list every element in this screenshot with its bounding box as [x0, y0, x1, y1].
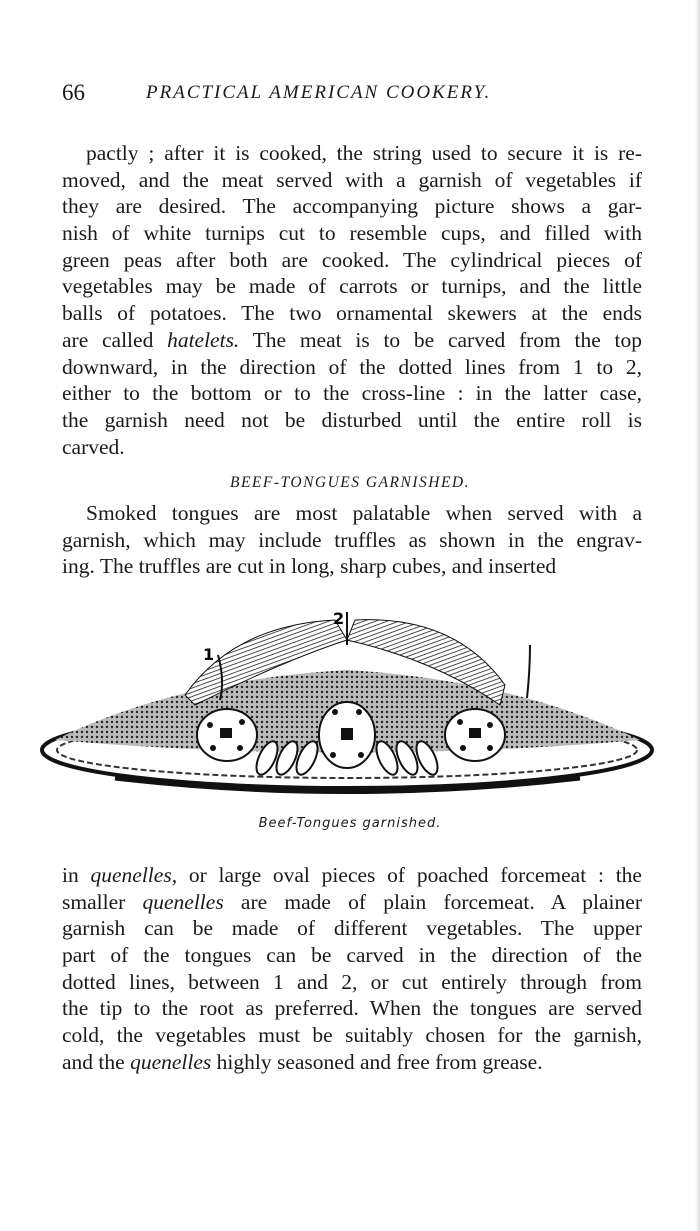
text-line	[62, 327, 642, 354]
text-run: ing. The truffles are cut in long, sharp cubes, and inserted	[62, 554, 557, 579]
text-run: and the	[62, 1049, 131, 1074]
text-line	[62, 193, 642, 220]
text-line	[62, 1049, 642, 1076]
text-run: or large oval pieces of poached forcemeat : the	[177, 863, 642, 887]
beef-tongues-illustration	[35, 600, 660, 805]
text-run: the tip to the root as preferred. When the tongues are served	[62, 996, 642, 1021]
text-line	[62, 273, 642, 300]
text-line	[62, 527, 642, 554]
text-run: in	[62, 863, 91, 887]
italic-term: hatelets.	[167, 327, 240, 352]
text-run: part of the tongues can be carved in the direction of the	[62, 943, 642, 968]
text-run: dotted lines, between 1 and 2, or cut entirely through from	[62, 969, 642, 994]
italic-term: quenelles,	[90, 863, 178, 887]
text-run: balls of potatoes. The two ornamental skewers at the ends	[62, 301, 642, 326]
text-run: downward, in the direction of the dotted lines from 1 to 2,	[62, 354, 642, 379]
text-run: highly seasoned and free from grease.	[211, 1049, 543, 1074]
paragraph-1	[62, 140, 642, 460]
text-line	[62, 434, 642, 461]
text-line	[62, 167, 642, 194]
text-run: garnish can be made of different vegetables. The upper	[62, 916, 642, 941]
paragraph-2	[62, 500, 642, 580]
label-1-right: 1	[535, 650, 536, 651]
text-line	[62, 942, 642, 969]
italic-term: quenelles	[142, 889, 224, 914]
text-line	[62, 247, 642, 274]
text-run: moved, and the meat served with a garnish of vegetables if	[62, 167, 642, 192]
text-line	[62, 354, 642, 381]
text-line	[62, 407, 642, 434]
label-2: 2	[333, 609, 345, 628]
text-run: are made of plain forcemeat. A plainer	[223, 889, 642, 914]
page-edge	[695, 0, 700, 1231]
italic-term: quenelles	[130, 1049, 212, 1074]
text-line	[62, 300, 642, 327]
section-heading: BEEF-TONGUES GARNISHED.	[230, 474, 470, 491]
text-line	[62, 862, 642, 889]
text-line	[62, 1022, 642, 1049]
text-line	[62, 140, 642, 167]
text-line	[62, 380, 642, 407]
text-line	[62, 915, 642, 942]
running-title: PRACTICAL AMERICAN COOKERY.	[146, 82, 492, 103]
text-run: green peas after both are cooked. The cylindrical pieces of	[62, 247, 642, 272]
text-run: garnish, which may include truffles as shown in the engrav-	[62, 527, 642, 552]
paragraph-3	[62, 862, 642, 1076]
text-run: pactly ; after it is cooked, the string used to secure it is re-	[86, 141, 642, 165]
text-run: are called	[62, 327, 168, 352]
text-run: Smoked tongues are most palatable when served with a	[86, 501, 642, 525]
text-line	[62, 553, 642, 580]
text-line	[62, 500, 642, 527]
text-run: either to the bottom or to the cross-line : in the latter case,	[62, 381, 642, 406]
label-1-left: 1	[203, 645, 215, 664]
text-run: smaller	[62, 889, 143, 914]
page-number: 66	[62, 80, 85, 105]
text-line	[62, 889, 642, 916]
text-run: the garnish need not be disturbed until the entire roll is	[62, 407, 642, 432]
text-line	[62, 969, 642, 996]
text-run: vegetables may be made of carrots or turnips, and the little	[62, 274, 642, 299]
text-run: The meat is to be carved from the top	[239, 327, 642, 352]
figure-caption: Beef-Tongues garnished.	[258, 816, 442, 831]
text-run: cold, the vegetables must be suitably chosen for the garnish,	[62, 1023, 642, 1048]
text-run: they are desired. The accompanying picture shows a gar-	[62, 194, 642, 219]
text-run: nish of white turnips cut to resemble cups, and filled with	[62, 221, 642, 246]
text-line	[62, 995, 642, 1022]
text-run: carved.	[62, 434, 125, 459]
text-line	[62, 220, 642, 247]
